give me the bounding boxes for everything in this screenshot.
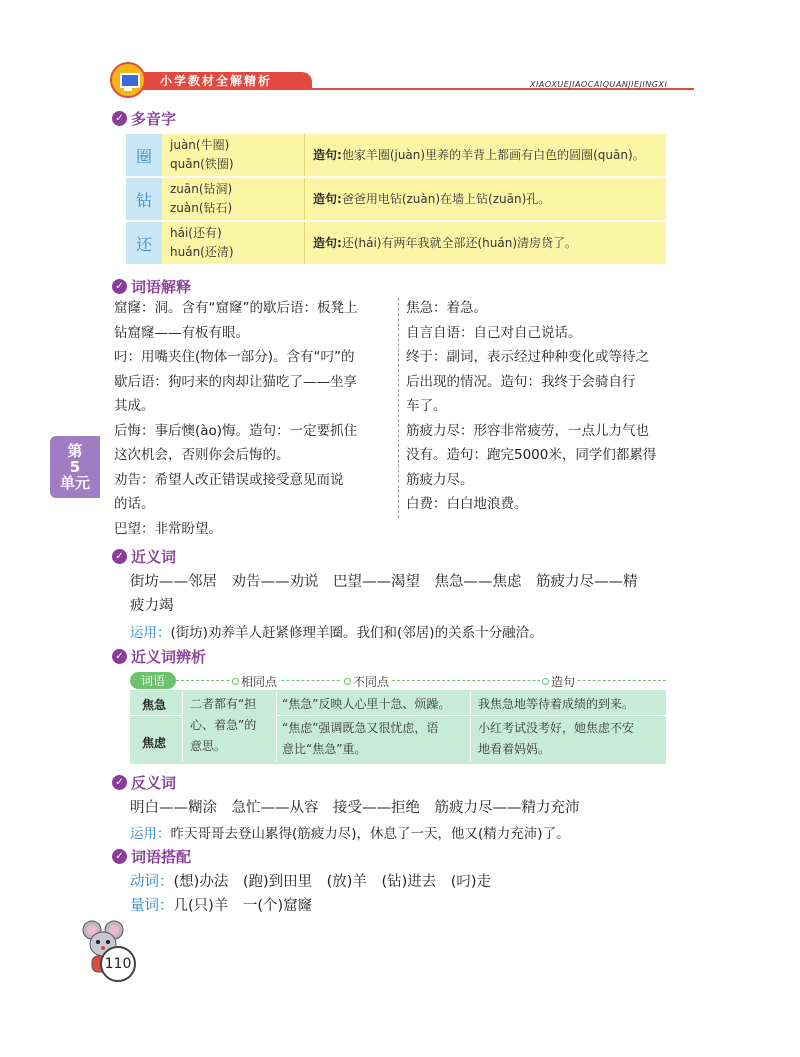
cell-line: 二者都有“担 (190, 697, 257, 711)
usage-label: 运用： (130, 625, 171, 641)
header-text: 造句 (551, 675, 576, 689)
header-title: 小学教材全解精析 (160, 74, 273, 88)
explain-line: 劝告：希望人改正错误或接受意见而说 (114, 471, 344, 488)
sentence-text: 爸爸用电钻(zuàn)在墙上钻(zuān)孔。 (341, 192, 551, 206)
usage-label: 运用： (130, 826, 171, 842)
reading: quān(铁圈) (170, 157, 234, 171)
antonym-usage (130, 822, 570, 842)
reading: hái(还有) (170, 226, 222, 240)
reading: zuàn(钻石) (170, 201, 233, 215)
header-same (230, 673, 279, 690)
explain-line: 自言自语：自己对自己说话。 (406, 324, 582, 341)
usage-text: 昨天哥哥去登山累得(筋疲力尽)，休息了一天，他又(精力充沛)了。 (170, 826, 570, 842)
poly-readings (162, 178, 304, 220)
sentence-label: 造句: (313, 192, 342, 206)
synonym-line: 街坊——邻居 劝告——劝说 巴望——渴望 焦急——焦虑 筋疲力尽——精 (130, 574, 638, 590)
explain-line: 歇后语：狗叼来的肉却让猫吃了——坐享 (114, 373, 357, 390)
unit-tab (50, 436, 100, 498)
check-icon: ✓ (112, 111, 127, 126)
antonym-line: 明白——糊涂 急忙——从容 接受——拒绝 筋疲力尽——精力充沛 (130, 800, 580, 816)
section-title: 词语解释 (131, 278, 192, 296)
section-collocation (112, 846, 191, 867)
poly-char: 钻 (126, 178, 162, 220)
word-cell: 焦虑 (142, 736, 167, 750)
table-separator (470, 692, 471, 762)
explain-line: 后出现的情况。造句：我终于会骑自行 (406, 373, 636, 390)
cell-line: “焦虑”强调既急又很忧虑，语 (282, 721, 439, 735)
collocation-label: 动词： (130, 874, 174, 890)
header-text: 相同点 (241, 675, 278, 689)
section-title: 多音字 (131, 110, 177, 128)
header-word: 词语 (130, 672, 176, 689)
dot-icon (232, 678, 239, 685)
section-title: 近义词 (131, 548, 177, 566)
table-row (126, 134, 666, 176)
section-title: 反义词 (131, 774, 177, 792)
page-number: 110 (100, 946, 136, 982)
reading: huán(还清) (170, 245, 234, 259)
poly-char: 还 (126, 222, 162, 264)
cell-line: 心、着急”的 (190, 718, 257, 732)
check-icon: ✓ (112, 849, 127, 864)
sentence-cell: 我焦急地等待着成绩的到来。 (478, 697, 635, 711)
explain-line: 终于：副词，表示经过种种变化或等待之 (406, 349, 649, 365)
explain-line: 叼：用嘴夹住(物体一部分)。含有“叼”的 (114, 349, 355, 365)
header-text: 不同点 (353, 675, 390, 689)
collocation-verbs (130, 870, 491, 891)
explain-line: 焦急：着急。 (406, 300, 487, 316)
sentence-label: 造句: (313, 236, 342, 250)
header-diff (342, 673, 391, 690)
explain-line: 白费：白白地浪费。 (406, 496, 528, 512)
collocation-text: 几(只)羊 一(个)窟窿 (173, 898, 313, 914)
reading: juàn(牛圈) (170, 138, 230, 152)
section-synonyms (112, 546, 176, 567)
explain-line: 筋疲力尽。 (406, 471, 474, 488)
poly-readings (162, 134, 304, 176)
check-icon: ✓ (112, 649, 127, 664)
section-explain (112, 276, 191, 297)
section-antonyms (112, 772, 176, 793)
unit-tab-text: 单元 (59, 474, 90, 492)
explain-right-column (406, 296, 686, 517)
check-icon: ✓ (112, 775, 127, 790)
word-cell: 焦急 (142, 698, 167, 712)
check-icon: ✓ (112, 549, 127, 564)
poly-sentence (304, 134, 666, 176)
explain-line: 筋疲力尽：形容非常疲劳，一点儿力气也 (406, 422, 649, 439)
header-right-text: XIAOXUEJIAOCAIQUANJIEJINGXI (530, 80, 668, 89)
dot-icon (344, 678, 351, 685)
sentence-text: 还(hái)有两年我就全部还(huán)清房贷了。 (341, 236, 578, 250)
poly-sentence (304, 222, 666, 264)
poly-readings (162, 222, 304, 264)
section-polyphonic (112, 108, 176, 129)
polyphonic-table (126, 134, 666, 266)
section-title: 词语搭配 (131, 848, 192, 866)
synonym-usage (130, 621, 543, 641)
synonym-line: 疲力竭 (130, 598, 174, 614)
table-separator (276, 692, 277, 762)
explain-line: 没有。造句：跑完5000米，同学们都累得 (406, 447, 657, 463)
reading: zuān(钻洞) (170, 182, 233, 196)
dot-icon (542, 678, 549, 685)
header-sentence (540, 673, 577, 690)
table-separator (276, 715, 666, 716)
explain-line: 车了。 (406, 398, 447, 414)
sentence-label: 造句: (313, 148, 342, 162)
cell-line: 意比“焦急”重。 (282, 742, 367, 756)
cell-line: 意思。 (190, 739, 227, 753)
unit-tab-text: 第 (67, 442, 83, 460)
unit-tab-text: 5 (69, 458, 81, 476)
table-separator (182, 692, 183, 762)
explain-line: 钻窟窿——有板有眼。 (114, 324, 249, 341)
explain-line: 这次机会，否则你会后悔的。 (114, 447, 290, 463)
check-icon: ✓ (112, 279, 127, 294)
tv-logo-icon (110, 62, 146, 98)
cell-line: 地看着妈妈。 (478, 742, 551, 756)
column-divider (398, 298, 399, 518)
poly-char: 圈 (126, 134, 162, 176)
section-syn-analysis (112, 646, 206, 667)
diff-cell (282, 718, 438, 760)
table-row (126, 222, 666, 264)
sentence-text: 他家羊圈(juàn)里养的羊背上都画有白色的圆圈(quān)。 (341, 148, 645, 162)
explain-line: 后悔：事后懊(ào)悔。造句：一定要抓住 (114, 422, 358, 439)
poly-sentence (304, 178, 666, 220)
table-row (126, 178, 666, 220)
explain-line: 巴望：非常盼望。 (114, 520, 222, 537)
explain-line: 其成。 (114, 398, 155, 414)
collocation-text: (想)办法 (跑)到田里 (放)羊 (钻)进去 (叼)走 (173, 874, 492, 890)
diff-cell: “焦急”反映人心里十急、烦躁。 (282, 697, 451, 711)
collocation-label: 量词： (130, 898, 174, 914)
same-cell (190, 694, 256, 757)
cell-line: 小红考试没考好，她焦虑不安 (478, 721, 635, 735)
explain-left-column (114, 296, 394, 541)
sentence-cell (478, 718, 634, 760)
collocation-measure (130, 894, 312, 915)
explain-line: 窟窿：洞。含有“窟窿”的歇后语：板凳上 (114, 300, 358, 316)
usage-text: (街坊)劝养羊人赶紧修理羊圈。我们和(邻居)的关系十分融洽。 (170, 625, 543, 641)
explain-line: 的话。 (114, 496, 155, 512)
table-separator (130, 715, 182, 716)
section-title: 近义词辨析 (131, 648, 207, 666)
